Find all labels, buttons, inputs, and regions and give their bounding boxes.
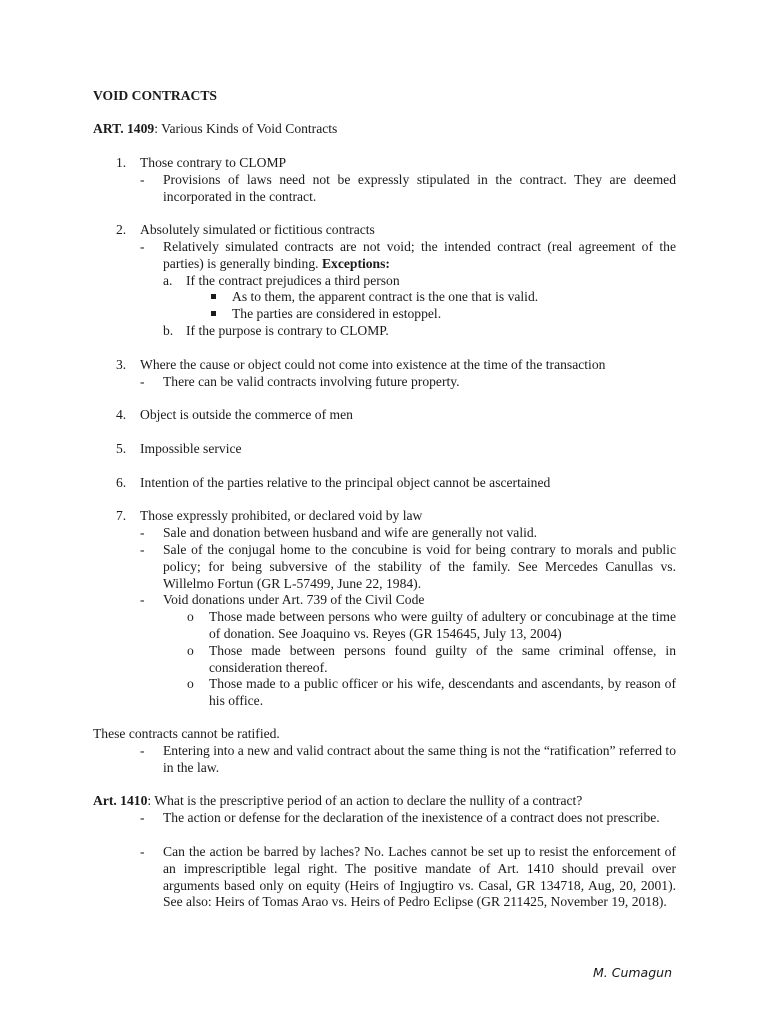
square-bullet-row [0,289,768,306]
ratification-text: These contracts cannot be ratified. [93,726,280,741]
exception-text: If the contract prejudices a third person [186,273,400,288]
sub-item-text: Sale of the conjugal home to the concubine is void for being contrary to morals and public policy; for being subversive of the stability of the family. See Mercedes Canullas vs. Willelmo Fortun (GR L-57499, June 22, 1984). [163,542,676,591]
square-bullet-icon [211,311,216,316]
bullet-text: As to them, the apparent contract is the one that is valid. [232,289,539,304]
dash-bullet: - [140,592,145,607]
sub-item-text [163,239,676,273]
sub-item-text: There can be valid contracts involving future property. [163,374,460,389]
sub-item-text: Sale and donation between husband and wife are generally not valid. [163,525,538,540]
simulated-note: Relatively simulated contracts are not void; the intended contract (real agreement of the parties) is generally binding. [163,239,676,271]
dash-bullet: - [140,172,145,187]
dash-bullet: - [140,743,145,758]
art-1410-heading [93,793,676,810]
art-1410-label: Art. 1410 [93,793,148,808]
donation-text: Those made between persons who were guilty of adultery or concubinage at the time of donation. See Joaquino vs. Reyes (GR 154645, July 13, 2004) [209,609,676,641]
alpha-marker: a. [163,273,173,288]
item-number: 4. [116,407,127,422]
circle-bullet: o [187,609,194,624]
sub-item-text: The action or defense for the declaration of the inexistence of a contract does not prescribe. [163,810,660,825]
donation-text: Those made to a public officer or his wife, descendants and ascendants, by reason of his office. [209,676,676,708]
item-number: 1. [116,155,127,170]
square-bullet-row [0,306,768,323]
sub-item-text: Provisions of laws need not be expressly stipulated in the contract. They are deemed incorporated in the contract. [163,172,676,204]
art-1409-title: : Various Kinds of Void Contracts [154,121,338,136]
exception-text: If the purpose is contrary to CLOMP. [186,323,389,338]
author-signature: M. Cumagun [593,965,672,980]
bullet-text: The parties are considered in estoppel. [232,306,442,321]
circle-bullet: o [187,643,194,658]
item-text: Where the cause or object could not come into existence at the time of the transaction [140,357,606,372]
dash-bullet: - [140,810,145,825]
dash-bullet: - [140,844,145,859]
item-number: 3. [116,357,127,372]
alpha-marker: b. [163,323,174,338]
dash-bullet: - [140,542,145,557]
item-text: Object is outside the commerce of men [140,407,353,422]
dash-bullet: - [140,374,145,389]
item-text: Those expressly prohibited, or declared void by law [140,508,423,523]
item-number: 7. [116,508,127,523]
sub-item-text: Can the action be barred by laches? No. Laches cannot be set up to resist the enforcement of an imprescriptible legal right. The positive mandate of Art. 1410 should prevail over arguments based only on equity (Heirs of Ingjugtiro vs. Casal, GR 134718, Aug, 20, 2001). See also: Heirs of Tomas Arao vs. Heirs of Pedro Eclipse (GR 211425, November 19, 2018). [163,844,676,910]
art-1409-heading [93,121,676,138]
item-number: 5. [116,441,127,456]
item-number: 6. [116,475,127,490]
item-text: Impossible service [140,441,242,456]
donation-text: Those made between persons found guilty of the same criminal offense, in consideration thereof. [209,643,676,675]
item-text: Those contrary to CLOMP [140,155,287,170]
item-number: 2. [116,222,127,237]
square-bullet-icon [211,294,216,299]
art-1410-title: : What is the prescriptive period of an action to declare the nullity of a contract? [147,793,583,808]
art-1409-label: ART. 1409 [93,121,155,136]
dash-bullet: - [140,239,145,254]
dash-bullet: - [140,525,145,540]
sub-item-text: Void donations under Art. 739 of the Civil Code [163,592,425,607]
circle-bullet: o [187,676,194,691]
item-text: Absolutely simulated or fictitious contracts [140,222,375,237]
document-title: VOID CONTRACTS [93,88,217,103]
exceptions-label: Exceptions: [321,255,390,271]
ratification-note: Entering into a new and valid contract about the same thing is not the “ratification” referred to in the law. [163,743,676,775]
item-text: Intention of the parties relative to the principal object cannot be ascertained [140,475,551,490]
